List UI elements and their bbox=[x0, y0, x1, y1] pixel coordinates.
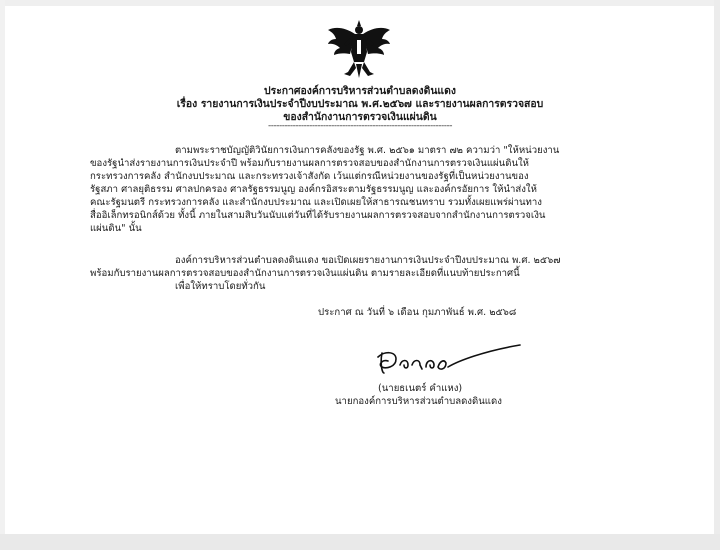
page-edge-left bbox=[0, 0, 5, 550]
handwritten-signature bbox=[374, 343, 524, 383]
paragraph-1-line-3: กระทรวงการคลัง สำนักงบประมาณ และกระทรวงเจ้าสังกัด เว้นแต่กรณีหน่วยงานของรัฐที่เป็นหน่วยงานของ bbox=[90, 171, 529, 182]
paragraph-1-line-1: ตามพระราชบัญญัติวินัยการเงินการคลังของรัฐ พ.ศ. ๒๕๖๑ มาตรา ๗๒ ความว่า "ให้หน่วยงาน bbox=[175, 145, 560, 156]
paragraph-1-line-6: สื่ออิเล็กทรอนิกส์ด้วย ทั้งนี้ ภายในสามสิบวันนับแต่วันที่ได้รับรายงานผลการตรวจสอบจากสำนักงานการตรวจเงิน bbox=[90, 210, 546, 221]
announcement-subject: เรื่อง รายงานการเงินประจำปีงบประมาณ พ.ศ.๒๕๖๗ และรายงานผลการตรวจสอบ bbox=[176, 98, 544, 110]
page-edge-right bbox=[714, 0, 720, 550]
signatory-position: นายกองค์การบริหารส่วนตำบลดงดินแดง bbox=[335, 396, 502, 407]
paragraph-1-line-4: รัฐสภา ศาลยุติธรรม ศาลปกครอง ศาลรัฐธรรมนูญ องค์กรอิสระตามรัฐธรรมนูญ และองค์กรอัยการ ให้นำส่งให้ bbox=[90, 184, 537, 195]
header-divider: ------------------------------------------------------------------- bbox=[267, 121, 453, 131]
page-edge-top bbox=[0, 0, 720, 6]
paragraph-2-line-1: องค์การบริหารส่วนตำบลดงดินแดง ขอเปิดเผยรายงานการเงินประจำปีงบประมาณ พ.ศ. ๒๕๖๗ bbox=[175, 255, 561, 266]
announcement-title: ประกาศองค์การบริหารส่วนตำบลดงดินแดง bbox=[264, 85, 456, 97]
paragraph-1-line-2: ของรัฐนำส่งรายงานการเงินประจำปี พร้อมกับรายงานผลการตรวจสอบของสำนักงานการตรวจเงินแผ่นดินให้ bbox=[90, 158, 530, 169]
paragraph-1-line-7: แผ่นดิน" นั้น bbox=[90, 223, 142, 234]
closing-statement: เพื่อให้ทราบโดยทั่วกัน bbox=[175, 281, 266, 292]
paragraph-2-line-2: พร้อมกับรายงานผลการตรวจสอบของสำนักงานการตรวจเงินแผ่นดิน ตามรายละเอียดที่แนบท้ายประกาศนี้ bbox=[90, 268, 520, 279]
paragraph-1-line-5: คณะรัฐมนตรี กระทรวงการคลัง และสำนักงบประมาณ และเปิดเผยให้สาธารณชนทราบ รวมทั้งเผยแพร่ผ่านทาง bbox=[90, 197, 542, 208]
garuda-emblem-icon bbox=[326, 18, 392, 80]
page-edge-bottom bbox=[0, 534, 720, 550]
announcement-date: ประกาศ ณ วันที่ ๖ เดือน กุมภาพันธ์ พ.ศ. ๒๕๖๘ bbox=[318, 307, 517, 318]
announcement-subject-continued: ของสำนักงานการตรวจเงินแผ่นดิน bbox=[283, 111, 437, 123]
signatory-name: (นายธเนตร์ คำแหง) bbox=[378, 383, 463, 394]
